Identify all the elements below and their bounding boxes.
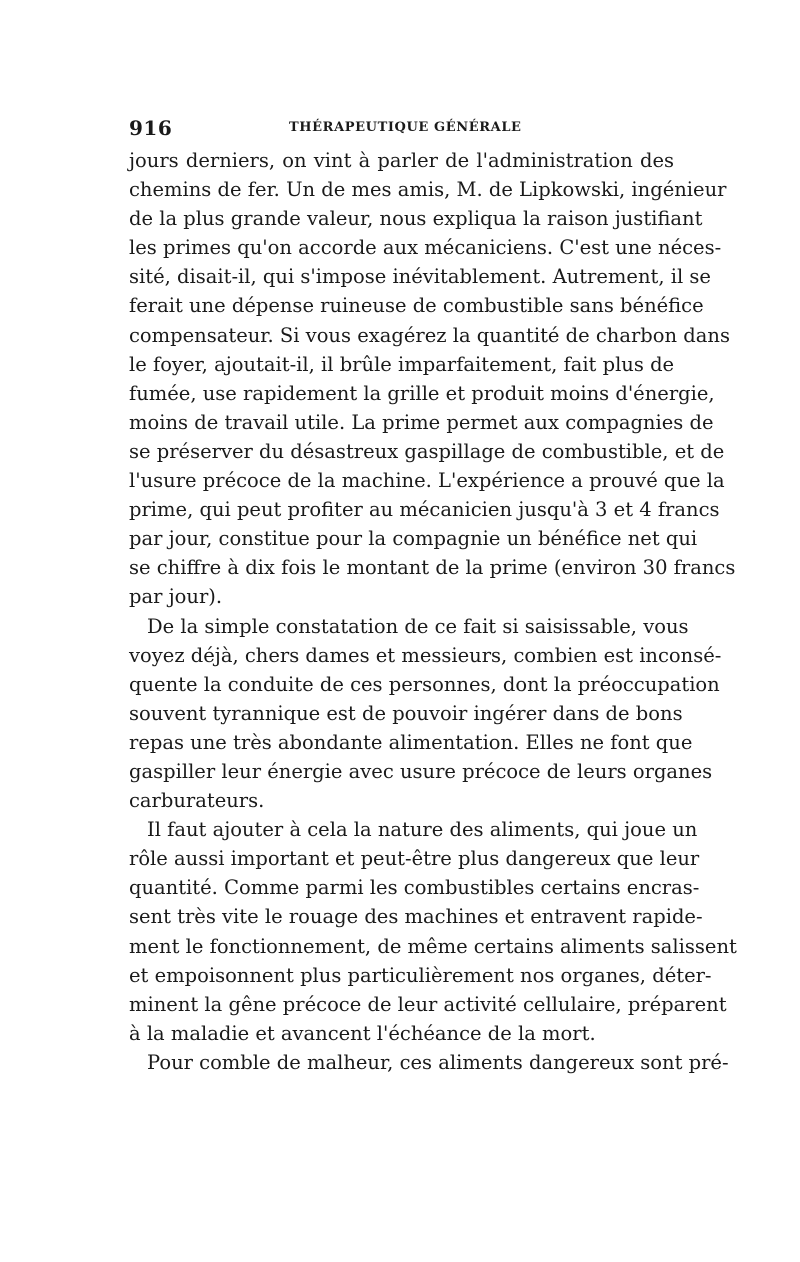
paragraph-start-line: Pour comble de malheur, ces aliments dangereux sont pré-	[147, 1050, 729, 1074]
text-line: moins de travail utile. La prime permet aux compagnies de	[129, 410, 714, 434]
running-title: THÉRAPEUTIQUE GÉNÉRALE	[289, 120, 522, 135]
text-line: prime, qui peut profiter au mécanicien jusqu'à 3 et 4 francs	[129, 498, 720, 522]
text-line: minent la gêne précoce de leur activité cellulaire, préparent	[129, 992, 727, 1016]
text-line: repas une très abondante alimentation. Elles ne font que	[129, 730, 693, 754]
text-line: voyez déjà, chers dames et messieurs, combien est inconsé-	[129, 643, 722, 667]
text-line: sent très vite le rouage des machines et entravent rapide-	[129, 905, 703, 929]
text-line: ment le fonctionnement, de même certains aliments salissent	[129, 934, 737, 958]
text-line: se préserver du désastreux gaspillage de combustible, et de	[129, 439, 725, 463]
text-line: sité, disait-il, qui s'impose inévitablement. Autrement, il se	[129, 265, 711, 289]
text-line: et empoisonnent plus particulièrement nos organes, déter-	[129, 963, 712, 987]
body-text	[129, 146, 737, 1077]
text-line: carburateurs.	[129, 789, 265, 813]
text-line: quantité. Comme parmi les combustibles certains encras-	[129, 876, 700, 900]
text-line: par jour, constitue pour la compagnie un bénéfice net qui	[129, 527, 698, 551]
text-line: chemins de fer. Un de mes amis, M. de Lipkowski, ingénieur	[129, 178, 727, 202]
text-line: quente la conduite de ces personnes, dont la préoccupation	[129, 672, 720, 696]
text-line: souvent tyrannique est de pouvoir ingérer dans de bons	[129, 701, 683, 725]
text-line: à la maladie et avancent l'échéance de la mort.	[129, 1021, 596, 1045]
text-line: fumée, use rapidement la grille et produit moins d'énergie,	[129, 381, 715, 405]
page-header	[129, 116, 674, 140]
paragraph-start-line: Il faut ajouter à cela la nature des aliments, qui joue un	[147, 818, 698, 842]
text-line: de la plus grande valeur, nous expliqua la raison justifiant	[129, 207, 703, 231]
text-line: ferait une dépense ruineuse de combustible sans bénéfice	[129, 294, 704, 318]
text-line: se chiffre à dix fois le montant de la prime (environ 30 francs	[129, 556, 736, 580]
paragraph-start-line: De la simple constatation de ce fait si saisissable, vous	[147, 614, 689, 638]
text-line: jours derniers, on vint à parler de l'administration des	[129, 149, 674, 172]
text-line: l'usure précoce de la machine. L'expérience a prouvé que la	[129, 469, 725, 493]
text-line: rôle aussi important et peut-être plus dangereux que leur	[129, 847, 700, 871]
text-line: le foyer, ajoutait-il, il brûle imparfaitement, fait plus de	[129, 352, 675, 376]
text-line: les primes qu'on accorde aux mécaniciens. C'est une néces-	[129, 236, 722, 260]
text-line: gaspiller leur énergie avec usure précoce de leurs organes	[129, 759, 713, 783]
page-number: 916	[129, 116, 173, 140]
text-line: par jour).	[129, 585, 223, 609]
text-line: compensateur. Si vous exagérez la quantité de charbon dans	[129, 323, 730, 347]
